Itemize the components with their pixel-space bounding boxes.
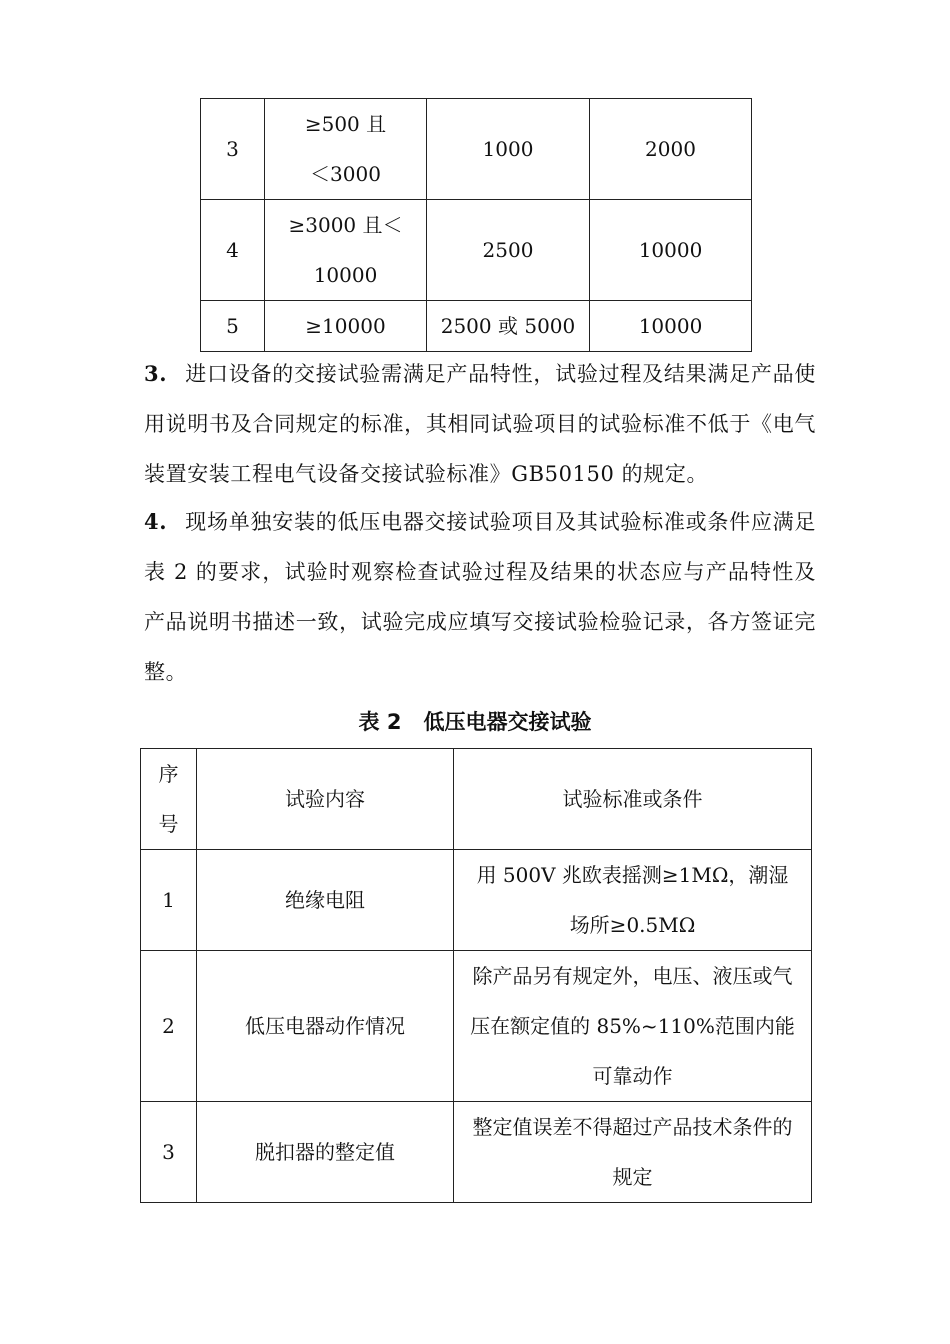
header-number: 序号 [141, 749, 197, 850]
caption-title: 低压电器交接试验 [423, 710, 592, 734]
caption-label: 表 2 [358, 710, 402, 734]
table-row [201, 301, 752, 352]
header-standard: 试验标准或条件 [454, 749, 812, 850]
table-row [201, 200, 752, 301]
table-row [201, 99, 752, 200]
row-number-cell: 3 [141, 1102, 197, 1203]
value-cell: 10000 [590, 200, 752, 301]
capacity-range-cell: ≥3000 且＜10000 [265, 200, 427, 301]
insulation-resistance-table [200, 98, 752, 352]
paragraph-3 [144, 349, 816, 499]
table-header-row [141, 749, 812, 850]
test-standard-cell: 除产品另有规定外，电压、液压或气压在额定值的 85%~110%范围内能可靠动作 [454, 951, 812, 1102]
table-row [141, 951, 812, 1102]
value-cell: 2500 [427, 200, 590, 301]
header-content: 试验内容 [197, 749, 454, 850]
test-item-cell: 绝缘电阻 [197, 850, 454, 951]
test-standard-cell: 整定值误差不得超过产品技术条件的规定 [454, 1102, 812, 1203]
paragraph-text: 进口设备的交接试验需满足产品特性，试验过程及结果满足产品使用说明书及合同规定的标准，其相同试验项目的试验标准不低于《电气装置安装工程电气设备交接试验标准》GB50150 的规定。 [144, 362, 816, 486]
row-number-cell: 2 [141, 951, 197, 1102]
capacity-range-cell: ≥10000 [265, 301, 427, 352]
test-standard-cell: 用 500V 兆欧表摇测≥1MΩ，潮湿场所≥0.5MΩ [454, 850, 812, 951]
value-cell: 2000 [590, 99, 752, 200]
row-number-cell: 4 [201, 200, 265, 301]
table-row [141, 850, 812, 951]
row-number-cell: 3 [201, 99, 265, 200]
paragraph-number: 4. [144, 509, 168, 534]
paragraph-text: 现场单独安装的低压电器交接试验项目及其试验标准或条件应满足表 2 的要求，试验时观察检查试验过程及结果的状态应与产品特性及产品说明书描述一致，试验完成应填写交接试验检验记录，各方签证完整。 [144, 510, 816, 684]
paragraph-number: 3. [144, 361, 168, 386]
capacity-range-cell: ≥500 且＜3000 [265, 99, 427, 200]
table-caption [0, 700, 950, 744]
paragraph-4 [144, 497, 816, 697]
value-cell: 1000 [427, 99, 590, 200]
row-number-cell: 1 [141, 850, 197, 951]
row-number-cell: 5 [201, 301, 265, 352]
value-cell: 10000 [590, 301, 752, 352]
test-item-cell: 脱扣器的整定值 [197, 1102, 454, 1203]
low-voltage-test-table [140, 748, 812, 1203]
test-item-cell: 低压电器动作情况 [197, 951, 454, 1102]
value-cell: 2500 或 5000 [427, 301, 590, 352]
table-row [141, 1102, 812, 1203]
